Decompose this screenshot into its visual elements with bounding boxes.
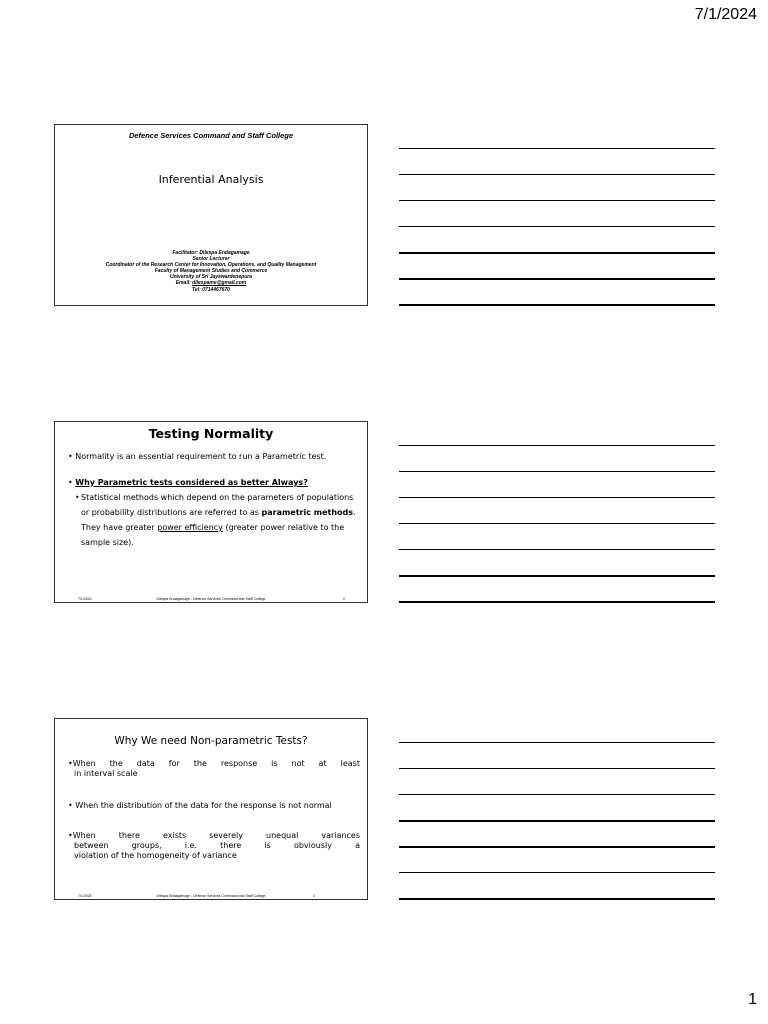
slide-thumbnail-2: Testing Normality • Normality is an essential requirement to run a Parametric test. • Why Parametric tests considered as better Always? • Statistical methods which depend on the parameters of populations or probability distributions are referred to as parametric methods. They have greater power efficiency (greater power relative to the sample size). 7/1/2024 Dilespa Endagamage - Defence Services Command and Staff College 2	[54, 421, 368, 603]
note-line	[399, 148, 715, 149]
credit-tel-line: Tel: 0714467670	[192, 286, 230, 293]
slide-paragraph: •When there exists severely unequal variances between groups, i.e. there is obviously a violation of the homogeneity of variance	[68, 831, 360, 860]
note-line	[399, 252, 715, 254]
note-line	[399, 872, 715, 873]
note-line	[399, 497, 715, 498]
note-line	[399, 846, 715, 848]
slide-thumbnail-1	[54, 124, 368, 306]
note-line	[399, 523, 715, 524]
slide-title: Testing Normality	[148, 426, 274, 441]
bullet-item: • Why Parametric tests considered as better Always?	[68, 478, 308, 487]
note-line	[399, 174, 715, 175]
slide-paragraph: •When the data for the response is not at least in interval scale	[68, 759, 360, 778]
slide-title: Why We need Non-parametric Tests?	[114, 735, 308, 747]
print-date: 7/1/2024	[694, 6, 757, 23]
note-line	[399, 794, 715, 795]
sub-bullet-item: • Statistical methods which depend on the parameters of populations or probability distributions are referred to as parametric methods. They have greater power efficiency (greater power relative to the sample size).	[75, 493, 356, 547]
note-line	[399, 820, 715, 822]
slide-credits	[55, 250, 367, 293]
credit-line: Senior Lecturer	[192, 256, 230, 263]
note-line	[399, 601, 715, 603]
email-link[interactable]: dilespame@gmail.com	[192, 280, 247, 287]
note-line	[399, 304, 715, 306]
note-line	[399, 278, 715, 280]
note-line	[399, 200, 715, 201]
slide-paragraph: • When the distribution of the data for the response is not normal	[68, 801, 332, 810]
credit-line: University of Sri Jayewardenepura	[170, 274, 252, 281]
credit-line: Coordinator of the Research Center for Innovation, Operations, and Quality Management	[105, 262, 317, 269]
slide-title: Inferential Analysis	[158, 173, 264, 186]
slide-thumbnail-3: Why We need Non-parametric Tests? •When the data for the response is not at least in interval scale • When the distribution of the data for the response is not normal •When there exists severely unequal variances between groups, i.e. there is obviously a violation of the homogeneity of variance 7/1/2024 Dilespa Endagamage - Defence Services Command and Staff College 3	[54, 718, 368, 900]
note-line	[399, 549, 715, 550]
note-line	[399, 445, 715, 446]
note-line	[399, 768, 715, 769]
credit-line: Faculty of Management Studies and Commerce	[154, 268, 268, 275]
note-line	[399, 226, 715, 227]
slide-college-name: Defence Services Command and Staff College	[128, 131, 294, 140]
note-line	[399, 471, 715, 472]
credit-email-line: Email: dilespame@gmail.com	[175, 280, 247, 287]
credit-line: Facilitator: Dilespa Endagamage	[172, 250, 250, 256]
slide-body	[68, 449, 360, 550]
note-line	[399, 575, 715, 577]
note-line	[399, 898, 715, 900]
page-number: 1	[748, 991, 757, 1008]
note-line	[399, 742, 715, 743]
bullet-item: • Normality is an essential requirement to run a Parametric test.	[68, 452, 327, 461]
